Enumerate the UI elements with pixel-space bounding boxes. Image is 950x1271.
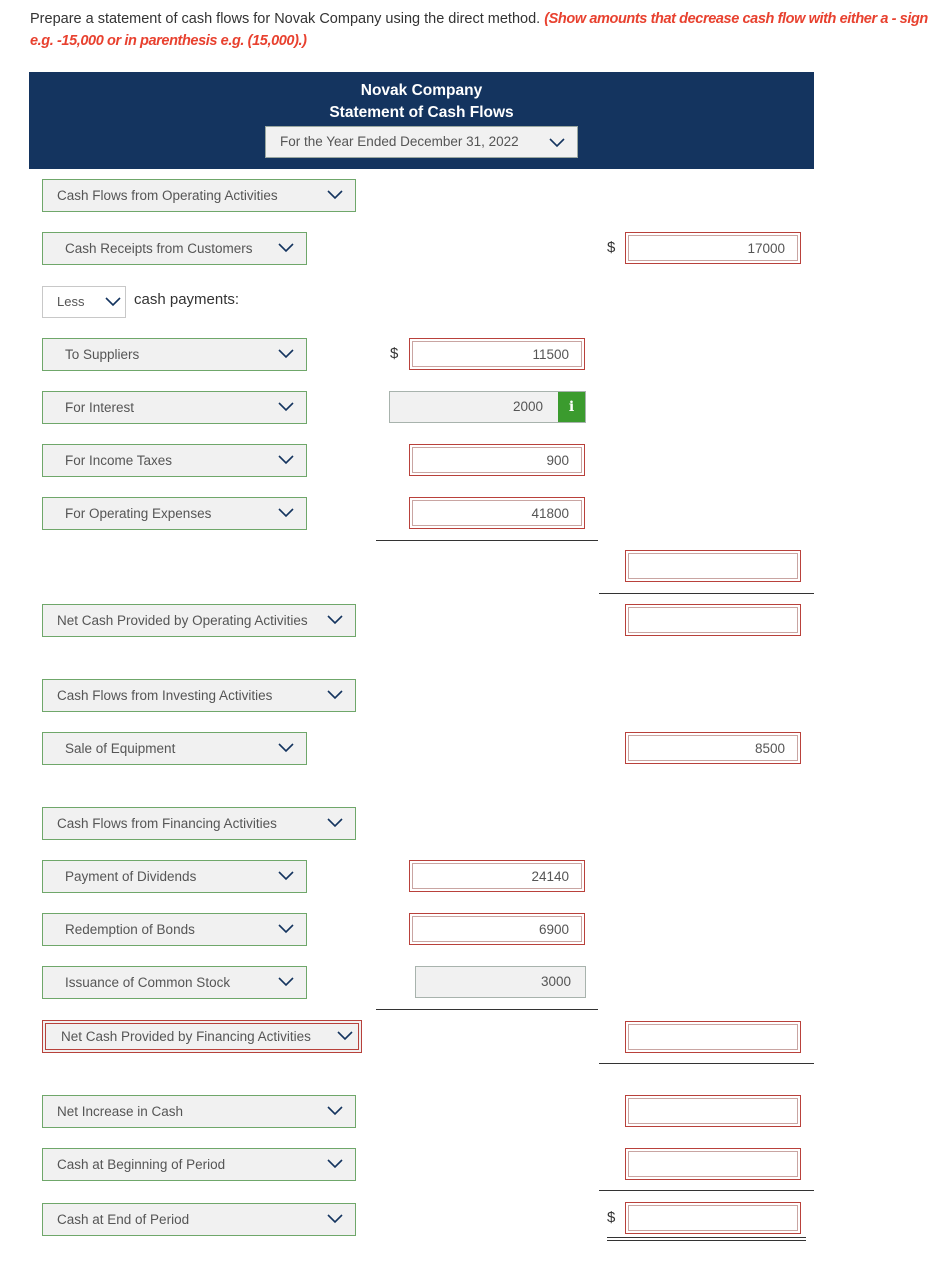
chevron-down-icon — [327, 187, 343, 203]
net-increase-value — [628, 1098, 798, 1124]
interest-value: 2000 — [512, 399, 543, 414]
beginning-input[interactable] — [625, 1148, 801, 1180]
net-operating-select[interactable] — [42, 604, 356, 637]
net-increase-select[interactable] — [42, 1095, 356, 1128]
end-value — [628, 1205, 798, 1231]
suppliers-select[interactable] — [42, 338, 307, 371]
chevron-down-icon — [278, 505, 294, 521]
bonds-select[interactable] — [42, 913, 307, 946]
total-payments-value — [628, 553, 798, 579]
instructions-main: Prepare a statement of cash flows for Novak Company using the direct method. — [30, 11, 541, 27]
equipment-value: 8500 — [628, 735, 798, 761]
bonds-value: 6900 — [412, 916, 582, 942]
chevron-down-icon — [278, 452, 294, 468]
receipts-label: Cash Receipts from Customers — [65, 241, 253, 256]
net-financing-select[interactable] — [42, 1020, 362, 1053]
less-value: Less — [57, 294, 85, 309]
beginning-label: Cash at Beginning of Period — [57, 1157, 226, 1172]
taxes-select[interactable] — [42, 444, 307, 477]
net-financing-value — [628, 1024, 798, 1050]
stock-input[interactable] — [415, 966, 586, 998]
period-select[interactable] — [265, 126, 578, 158]
chevron-down-icon — [327, 612, 343, 628]
stock-label: Issuance of Common Stock — [65, 975, 231, 990]
chevron-down-icon — [278, 868, 294, 884]
financing-heading-value: Cash Flows from Financing Activities — [57, 816, 277, 831]
chevron-down-icon — [278, 399, 294, 415]
chevron-down-icon — [327, 1103, 343, 1119]
suppliers-input[interactable] — [409, 338, 585, 370]
stock-value: 3000 — [540, 974, 571, 989]
end-input[interactable] — [625, 1202, 801, 1234]
receipts-currency: $ — [607, 239, 616, 256]
equipment-input[interactable] — [625, 732, 801, 764]
net-increase-label: Net Increase in Cash — [57, 1104, 184, 1119]
taxes-input[interactable] — [409, 444, 585, 476]
bonds-label: Redemption of Bonds — [65, 922, 195, 937]
financing-total-line — [599, 1063, 814, 1064]
chevron-down-icon — [549, 135, 565, 151]
chevron-down-icon — [278, 240, 294, 256]
investing-heading-value: Cash Flows from Investing Activities — [57, 688, 273, 703]
end-currency: $ — [607, 1209, 616, 1226]
end-select[interactable] — [42, 1203, 356, 1236]
beginning-select[interactable] — [42, 1148, 356, 1181]
financing-subtotal-line — [376, 1009, 598, 1010]
end-total-line — [599, 1190, 814, 1191]
opex-label: For Operating Expenses — [65, 506, 212, 521]
end-label: Cash at End of Period — [57, 1212, 190, 1227]
opex-input[interactable] — [409, 497, 585, 529]
payments-subtotal-line — [376, 540, 598, 541]
period-select-value: For the Year Ended December 31, 2022 — [280, 134, 519, 149]
operating-total-line — [599, 593, 814, 594]
total-payments-input[interactable] — [625, 550, 801, 582]
beginning-value — [628, 1151, 798, 1177]
net-financing-input[interactable] — [625, 1021, 801, 1053]
interest-select[interactable] — [42, 391, 307, 424]
operating-heading-value: Cash Flows from Operating Activities — [57, 188, 278, 203]
dividends-label: Payment of Dividends — [65, 869, 197, 884]
equipment-select[interactable] — [42, 732, 307, 765]
chevron-down-icon — [278, 740, 294, 756]
investing-heading-select[interactable] — [42, 679, 356, 712]
double-underline-bottom — [607, 1240, 806, 1241]
financing-heading-select[interactable] — [42, 807, 356, 840]
net-operating-label: Net Cash Provided by Operating Activities — [57, 613, 308, 628]
less-select[interactable] — [42, 286, 126, 318]
receipts-input[interactable] — [625, 232, 801, 264]
suppliers-currency: $ — [390, 345, 399, 362]
chevron-down-icon — [278, 346, 294, 362]
chevron-down-icon — [327, 1156, 343, 1172]
operating-heading-select[interactable] — [42, 179, 356, 212]
opex-value: 41800 — [412, 500, 582, 526]
taxes-label: For Income Taxes — [65, 453, 173, 468]
bonds-input[interactable] — [409, 913, 585, 945]
dividends-select[interactable] — [42, 860, 307, 893]
receipts-value: 17000 — [628, 235, 798, 261]
suppliers-label: To Suppliers — [65, 347, 140, 362]
dividends-value: 24140 — [412, 863, 582, 889]
company-name: Novak Company — [360, 82, 483, 99]
net-operating-input[interactable] — [625, 604, 801, 636]
instructions-note: (Show amounts that decrease cash flow with either a - sign e.g. -15,000 or in parenthesis e.g. (15,000).) — [30, 11, 928, 49]
equipment-label: Sale of Equipment — [65, 741, 176, 756]
opex-select[interactable] — [42, 497, 307, 530]
net-operating-value — [628, 607, 798, 633]
net-financing-label: Net Cash Provided by Financing Activities — [61, 1029, 311, 1044]
instructions — [30, 8, 935, 52]
taxes-value: 900 — [412, 447, 582, 473]
chevron-down-icon — [337, 1028, 353, 1044]
net-increase-input[interactable] — [625, 1095, 801, 1127]
chevron-down-icon — [327, 687, 343, 703]
chevron-down-icon — [327, 1211, 343, 1227]
chevron-down-icon — [278, 921, 294, 937]
dividends-input[interactable] — [409, 860, 585, 892]
cash-payments-label: cash payments: — [134, 291, 240, 308]
double-underline-top — [607, 1237, 806, 1238]
chevron-down-icon — [105, 294, 121, 310]
receipts-select[interactable] — [42, 232, 307, 265]
statement-header — [29, 72, 814, 169]
interest-input[interactable] — [389, 391, 586, 423]
stock-select[interactable] — [42, 966, 307, 999]
info-icon[interactable]: i — [558, 392, 585, 422]
suppliers-value: 11500 — [412, 341, 582, 367]
statement-title: Statement of Cash Flows — [329, 104, 514, 121]
chevron-down-icon — [278, 974, 294, 990]
chevron-down-icon — [327, 815, 343, 831]
interest-label: For Interest — [65, 400, 135, 415]
